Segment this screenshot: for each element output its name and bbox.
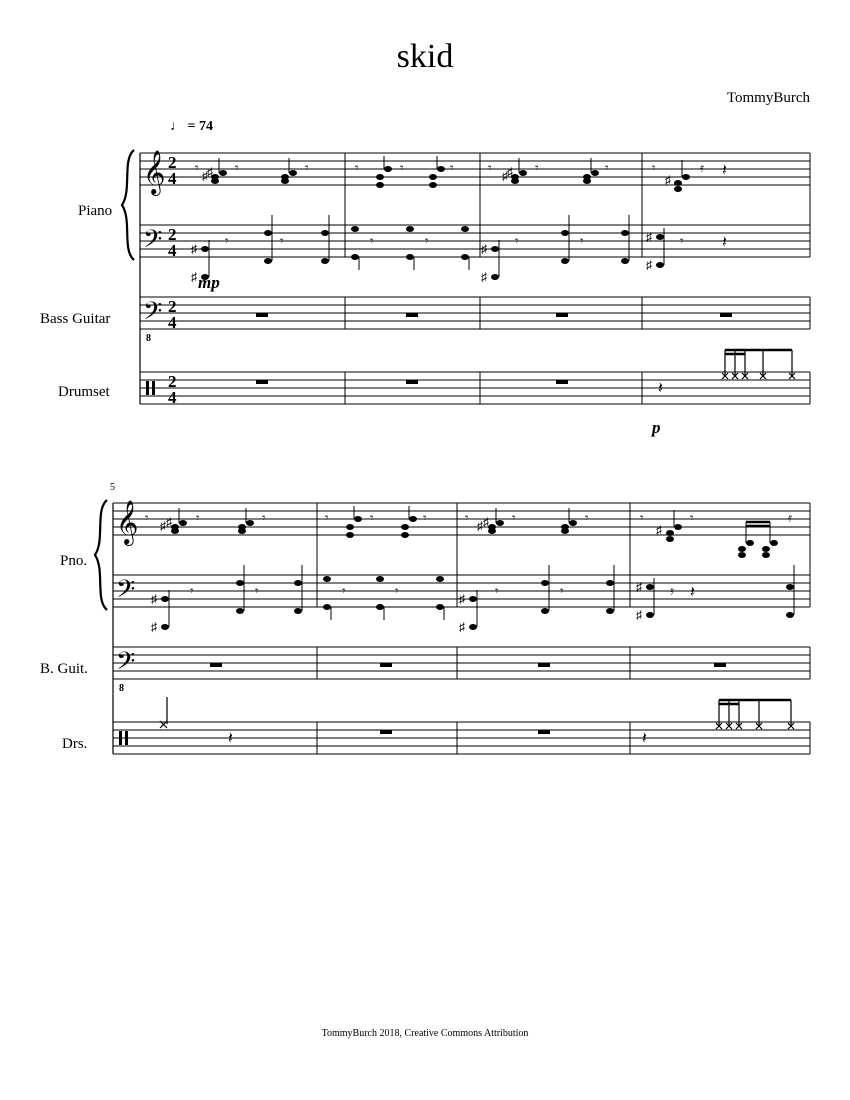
piano-bass-notes-system1 xyxy=(191,226,727,284)
svg-text:♯: ♯ xyxy=(665,173,671,187)
bass-clef-icon: 𝄢 xyxy=(116,575,136,610)
svg-text:♯: ♯ xyxy=(191,270,197,284)
tempo-marking: ♩ = 74 xyxy=(170,119,213,134)
svg-text:♯: ♯ xyxy=(656,523,662,537)
drum-notes-system2 xyxy=(160,697,794,729)
svg-text:𝄽: 𝄽 xyxy=(722,234,727,251)
svg-text:𝄾: 𝄾 xyxy=(400,160,404,175)
svg-text:♯: ♯ xyxy=(646,230,652,244)
drum-staff xyxy=(140,372,810,404)
svg-text:♯: ♯ xyxy=(151,592,157,606)
svg-text:𝄾: 𝄾 xyxy=(145,510,149,525)
piano-bass-stems-system1 xyxy=(209,215,664,277)
dynamic-p: p xyxy=(652,418,661,437)
svg-text:𝄾: 𝄾 xyxy=(560,583,564,598)
svg-text:𝄾: 𝄾 xyxy=(305,160,309,175)
svg-text:♯: ♯ xyxy=(160,519,166,533)
svg-text:𝄾: 𝄾 xyxy=(195,160,199,175)
svg-text:𝄿: 𝄿 xyxy=(700,160,704,175)
svg-text:♯: ♯ xyxy=(207,165,213,179)
svg-text:𝄾: 𝄾 xyxy=(580,233,584,248)
measure-barlines-2 xyxy=(317,503,810,754)
svg-text:𝄾: 𝄾 xyxy=(465,510,469,525)
system-2 xyxy=(40,482,810,754)
svg-text:𝄾: 𝄾 xyxy=(690,510,694,525)
svg-text:4: 4 xyxy=(168,241,177,260)
svg-text:♯: ♯ xyxy=(502,169,508,183)
svg-text:𝄾: 𝄾 xyxy=(235,160,239,175)
svg-text:2: 2 xyxy=(168,153,177,172)
svg-text:♯: ♯ xyxy=(507,165,513,179)
svg-text:𝄾: 𝄾 xyxy=(280,233,284,248)
octave-8-marker: 8 xyxy=(146,333,151,344)
measure-number: 5 xyxy=(110,482,115,493)
svg-text:♯: ♯ xyxy=(459,592,465,606)
bass-guitar-staff xyxy=(140,297,810,329)
svg-text:2: 2 xyxy=(168,297,177,316)
svg-text:𝄾: 𝄾 xyxy=(425,233,429,248)
bass-clef-icon: 𝄢 xyxy=(143,297,163,332)
svg-text:𝄿: 𝄿 xyxy=(670,583,674,598)
svg-text:♯: ♯ xyxy=(166,515,172,529)
piano-treble-staff xyxy=(140,153,810,185)
svg-text:𝄿: 𝄿 xyxy=(788,510,792,525)
svg-text:𝄾: 𝄾 xyxy=(395,583,399,598)
svg-text:𝄾: 𝄾 xyxy=(535,160,539,175)
drum-notes-system1 xyxy=(722,350,795,379)
piano-brace-2 xyxy=(95,500,107,610)
svg-text:𝄽: 𝄽 xyxy=(658,380,663,397)
svg-text:𝄾: 𝄾 xyxy=(325,510,329,525)
svg-text:𝄾: 𝄾 xyxy=(585,510,589,525)
piano-bass-stems-system2 xyxy=(169,565,794,627)
svg-text:2: 2 xyxy=(168,372,177,391)
system-1 xyxy=(40,119,810,437)
piano-bass-notes-system2 xyxy=(151,576,794,634)
instrument-label-bass: Bass Guitar xyxy=(40,311,111,327)
svg-text:𝄾: 𝄾 xyxy=(680,233,684,248)
instrument-label-drums-short: Drs. xyxy=(62,736,88,752)
svg-text:♯: ♯ xyxy=(191,242,197,256)
svg-text:4: 4 xyxy=(168,313,177,332)
bass-clef-icon: 𝄢 xyxy=(143,225,163,260)
svg-text:♯: ♯ xyxy=(202,169,208,183)
svg-text:♯: ♯ xyxy=(636,608,642,622)
svg-text:𝄾: 𝄾 xyxy=(512,510,516,525)
instrument-label-drums: Drumset xyxy=(58,384,110,400)
svg-text:𝄾: 𝄾 xyxy=(370,233,374,248)
svg-text:𝄾: 𝄾 xyxy=(495,583,499,598)
svg-text:𝄾: 𝄾 xyxy=(225,233,229,248)
svg-text:𝄽: 𝄽 xyxy=(228,730,233,747)
svg-text:𝄾: 𝄾 xyxy=(190,583,194,598)
svg-text:𝄽: 𝄽 xyxy=(722,162,727,179)
svg-text:4: 4 xyxy=(168,169,177,188)
piano-treble-staff-2 xyxy=(113,503,810,535)
octave-8-marker: 8 xyxy=(119,683,124,694)
bass-clef-icon: 𝄢 xyxy=(116,647,136,682)
svg-text:♯: ♯ xyxy=(481,242,487,256)
piano-bass-staff xyxy=(140,225,810,257)
treble-notes-system1 xyxy=(195,160,727,192)
treble-clef-icon: 𝄞 xyxy=(143,150,166,194)
svg-text:𝄾: 𝄾 xyxy=(605,160,609,175)
svg-text:𝄾: 𝄾 xyxy=(450,160,454,175)
bass-guitar-rests-system2 xyxy=(210,663,726,747)
svg-text:𝄾: 𝄾 xyxy=(640,510,644,525)
dynamic-mp: mp xyxy=(198,273,220,292)
svg-text:𝄾: 𝄾 xyxy=(652,160,656,175)
svg-text:𝄾: 𝄾 xyxy=(488,160,492,175)
svg-text:♯: ♯ xyxy=(646,258,652,272)
composer-name: TommyBurch xyxy=(726,90,810,106)
drum-staff-2 xyxy=(113,722,810,754)
bass-guitar-rests-system1 xyxy=(256,313,732,397)
svg-text:2: 2 xyxy=(168,225,177,244)
svg-text:𝄾: 𝄾 xyxy=(370,510,374,525)
instrument-label-piano-short: Pno. xyxy=(60,553,88,569)
svg-text:𝄾: 𝄾 xyxy=(196,510,200,525)
svg-text:𝄾: 𝄾 xyxy=(262,510,266,525)
copyright-footer: TommyBurch 2018, Creative Commons Attribution xyxy=(321,1028,529,1039)
time-signatures xyxy=(168,153,177,407)
svg-text:4: 4 xyxy=(168,388,177,407)
measure-barlines xyxy=(345,153,810,404)
score-title: skid xyxy=(396,38,454,75)
piano-brace xyxy=(122,150,134,260)
svg-text:♯: ♯ xyxy=(459,620,465,634)
svg-text:♯: ♯ xyxy=(481,270,487,284)
svg-text:𝄾: 𝄾 xyxy=(423,510,427,525)
svg-text:𝄾: 𝄾 xyxy=(515,233,519,248)
svg-text:𝄽: 𝄽 xyxy=(690,584,695,601)
svg-text:♯: ♯ xyxy=(151,620,157,634)
treble-stems-system2 xyxy=(179,506,770,543)
svg-text:♯: ♯ xyxy=(636,580,642,594)
svg-text:𝄾: 𝄾 xyxy=(342,583,346,598)
svg-text:𝄾: 𝄾 xyxy=(255,583,259,598)
svg-text:♯: ♯ xyxy=(483,515,489,529)
treble-notes-system2 xyxy=(145,510,792,558)
instrument-label-piano: Piano xyxy=(78,203,113,219)
instrument-label-bass-short: B. Guit. xyxy=(40,661,88,677)
svg-text:♯: ♯ xyxy=(477,519,483,533)
svg-text:𝄾: 𝄾 xyxy=(355,160,359,175)
svg-text:𝄽: 𝄽 xyxy=(642,730,647,747)
treble-clef-icon: 𝄞 xyxy=(116,500,139,544)
